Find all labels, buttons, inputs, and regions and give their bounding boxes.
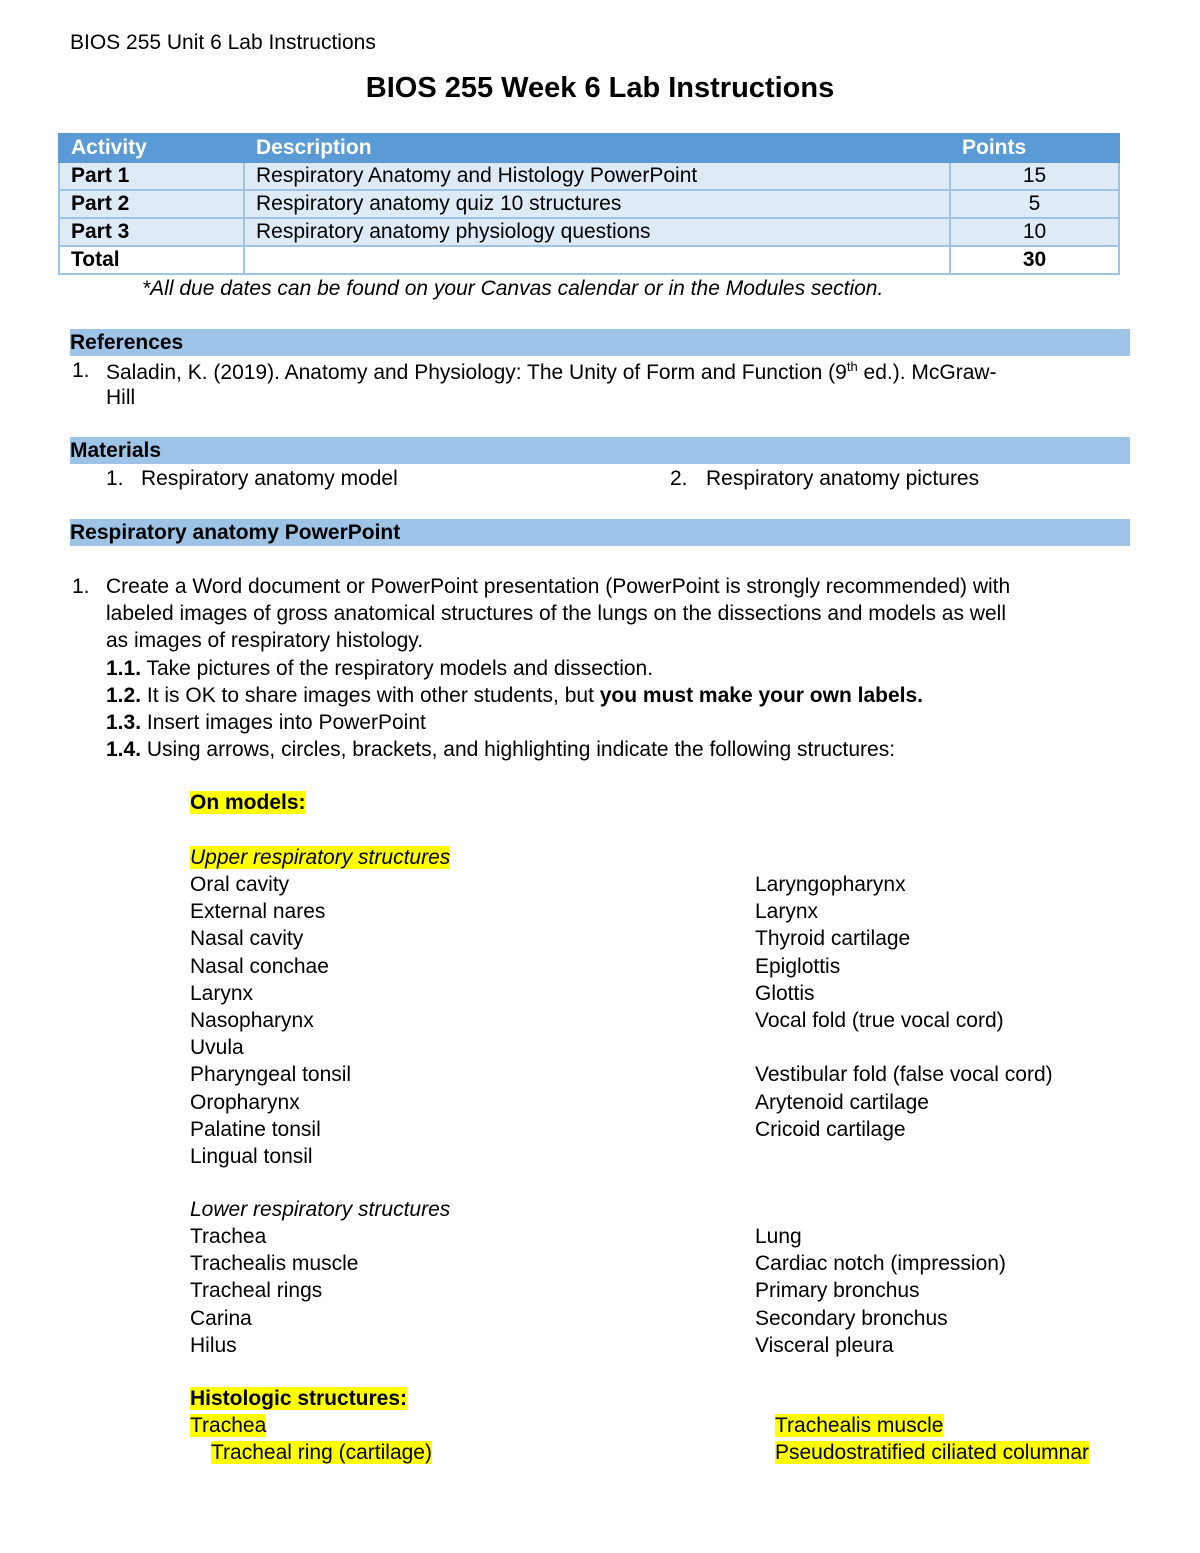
total-points-cell: 30 bbox=[950, 246, 1119, 274]
structure-item: Lingual tonsil bbox=[190, 1145, 313, 1168]
lower-structures-heading: Lower respiratory structures bbox=[190, 1198, 451, 1221]
description-cell: Respiratory Anatomy and Histology PowerPoint bbox=[244, 162, 950, 190]
structure-item: Uvula bbox=[190, 1036, 244, 1060]
substep: 1.1. Take pictures of the respiratory models and dissection. bbox=[106, 657, 654, 680]
upper-structures-heading: Upper respiratory structures bbox=[190, 846, 451, 869]
structure-item: Laryngopharynx bbox=[755, 873, 906, 896]
structure-item: Secondary bronchus bbox=[755, 1306, 948, 1330]
structure-item: Carina bbox=[190, 1306, 252, 1330]
activity-cell: Part 1 bbox=[59, 162, 244, 190]
histology-item: Pseudostratified ciliated columnar bbox=[775, 1441, 1089, 1464]
reference-citation: Saladin, K. (2019). Anatomy and Physiology: The Unity of Form and Function (9th ed.). McGraw- bbox=[106, 359, 997, 384]
structure-item: Hilus bbox=[190, 1333, 237, 1357]
histology-item: Trachea bbox=[190, 1414, 267, 1437]
structure-item: Thyroid cartilage bbox=[755, 927, 911, 951]
substep: 1.2. It is OK to share images with other students, but you must make your own labels. bbox=[106, 684, 924, 707]
table-total-row bbox=[59, 246, 1119, 274]
structure-item: Primary bronchus bbox=[755, 1279, 920, 1303]
structure-item: Visceral pleura bbox=[755, 1333, 894, 1357]
structure-item: Palatine tonsil bbox=[190, 1117, 321, 1141]
reference-number: 1. bbox=[72, 359, 90, 382]
material-item: Respiratory anatomy model bbox=[141, 467, 398, 490]
description-cell: Respiratory anatomy physiology questions bbox=[244, 218, 950, 246]
column-header: Description bbox=[244, 134, 950, 162]
models-heading: On models: bbox=[190, 791, 306, 814]
structure-item: Oropharynx bbox=[190, 1090, 300, 1114]
structure-item: Epiglottis bbox=[755, 954, 841, 978]
histology-item: Tracheal ring (cartilage) bbox=[211, 1441, 432, 1464]
material-item: Respiratory anatomy pictures bbox=[706, 467, 980, 490]
points-cell: 15 bbox=[950, 162, 1119, 190]
points-cell: 5 bbox=[950, 190, 1119, 218]
total-description-cell bbox=[244, 246, 950, 274]
due-dates-note: *All due dates can be found on your Canvas calendar or in the Modules section. bbox=[142, 277, 884, 300]
structure-item: Nasal conchae bbox=[190, 954, 329, 978]
running-header: BIOS 255 Unit 6 Lab Instructions bbox=[70, 31, 376, 54]
powerpoint-heading: Respiratory anatomy PowerPoint bbox=[70, 519, 1130, 546]
structure-item: Larynx bbox=[190, 981, 254, 1005]
histology-item: Trachealis muscle bbox=[775, 1414, 944, 1437]
materials-heading: Materials bbox=[70, 437, 1130, 464]
histology-heading: Histologic structures: bbox=[190, 1387, 408, 1410]
page-title: BIOS 255 Week 6 Lab Instructions bbox=[365, 72, 835, 104]
step-number: 1. bbox=[72, 575, 90, 598]
description-cell: Respiratory anatomy quiz 10 structures bbox=[244, 190, 950, 218]
table-header-row bbox=[59, 134, 1119, 162]
column-header: Activity bbox=[59, 134, 244, 162]
substep: 1.3. Insert images into PowerPoint bbox=[106, 711, 426, 734]
structure-item: External nares bbox=[190, 900, 326, 924]
material-number: 1. bbox=[106, 467, 124, 490]
structure-item: Cricoid cartilage bbox=[755, 1117, 906, 1141]
structure-item: Lung bbox=[755, 1225, 802, 1248]
references-heading: References bbox=[70, 329, 1130, 356]
points-cell: 10 bbox=[950, 218, 1119, 246]
structure-item: Vestibular fold (false vocal cord) bbox=[755, 1063, 1053, 1087]
structure-item: Tracheal rings bbox=[190, 1279, 323, 1303]
reference-citation-cont: Hill bbox=[106, 386, 136, 409]
structure-item: Nasopharynx bbox=[190, 1009, 314, 1032]
structure-item: Larynx bbox=[755, 900, 819, 924]
total-label-cell: Total bbox=[59, 246, 244, 274]
step-text: as images of respiratory histology. bbox=[106, 629, 424, 652]
activity-cell: Part 2 bbox=[59, 190, 244, 218]
structure-item: Trachea bbox=[190, 1225, 267, 1248]
table-row bbox=[59, 218, 1119, 246]
structure-item: Arytenoid cartilage bbox=[755, 1090, 929, 1114]
activity-table bbox=[58, 133, 1120, 275]
structure-item: Oral cavity bbox=[190, 873, 290, 896]
step-text: Create a Word document or PowerPoint presentation (PowerPoint is strongly recommended) with bbox=[106, 575, 1011, 598]
structure-item: Trachealis muscle bbox=[190, 1252, 359, 1276]
step-text: labeled images of gross anatomical structures of the lungs on the dissections and models as well bbox=[106, 602, 1006, 625]
table-row bbox=[59, 190, 1119, 218]
activity-cell: Part 3 bbox=[59, 218, 244, 246]
structure-item: Glottis bbox=[755, 981, 815, 1005]
structure-item: Pharyngeal tonsil bbox=[190, 1063, 352, 1087]
material-number: 2. bbox=[670, 467, 688, 490]
column-header: Points bbox=[950, 134, 1119, 162]
substep: 1.4. Using arrows, circles, brackets, and highlighting indicate the following structures: bbox=[106, 738, 896, 761]
structure-item: Nasal cavity bbox=[190, 927, 304, 951]
structure-item: Cardiac notch (impression) bbox=[755, 1252, 1006, 1276]
table-row bbox=[59, 162, 1119, 190]
structure-item: Vocal fold (true vocal cord) bbox=[755, 1009, 1004, 1032]
